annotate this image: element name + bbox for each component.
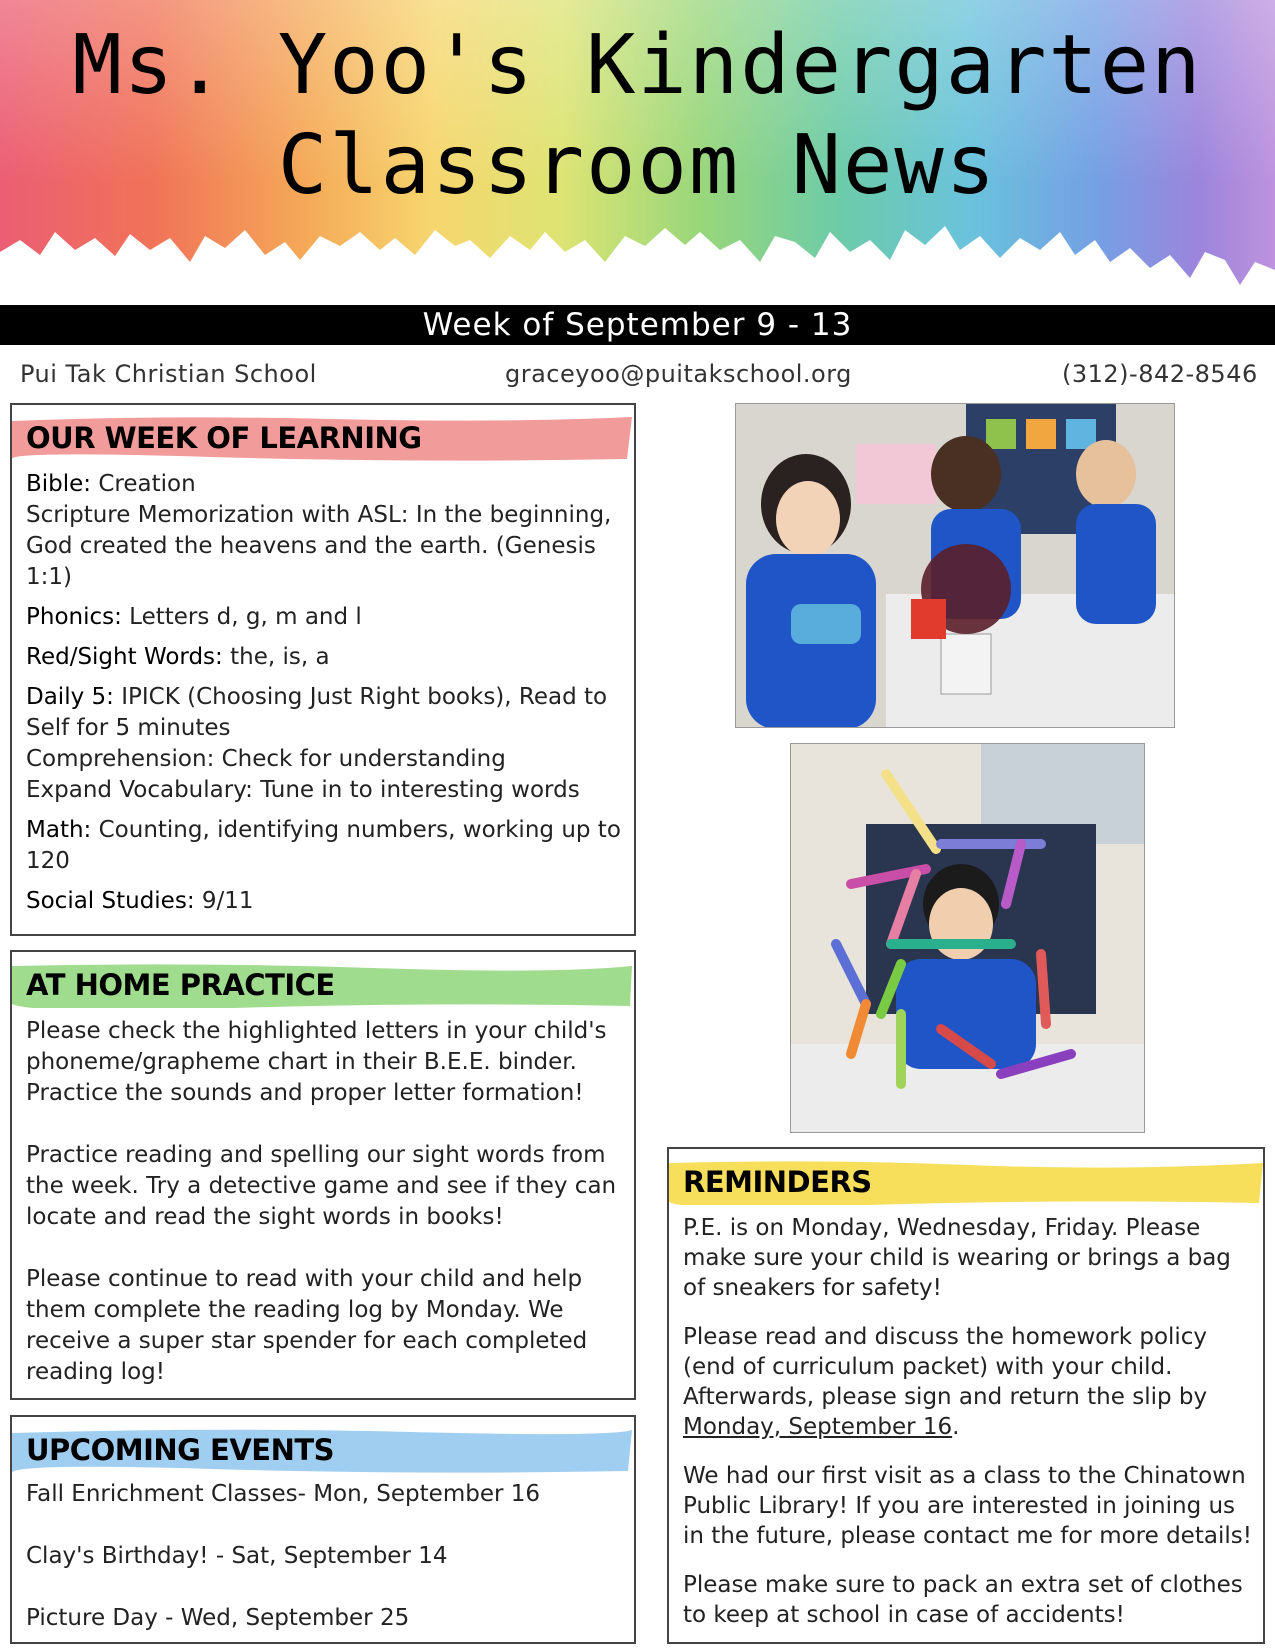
school-name: Pui Tak Christian School: [20, 360, 317, 388]
home-practice-body: [26, 1016, 624, 1397]
event-item: Clay's Birthday! - Sat, September 14: [26, 1543, 448, 1569]
vocabulary-text: Expand Vocabulary: Tune in to interesting words: [26, 777, 580, 803]
newsletter-title-line1: Ms. Yoo's Kindergarten: [72, 18, 1203, 113]
reminder-pe: P.E. is on Monday, Wednesday, Friday. Please make sure your child is wearing or brings a bag of sneakers for safety!: [683, 1215, 1231, 1301]
classroom-photo-sticks: [790, 743, 1145, 1133]
home-practice-title: AT HOME PRACTICE: [26, 968, 335, 1002]
daily5-value: IPICK (Choosing Just Right books), Read to Self for 5 minutes: [26, 684, 608, 741]
upcoming-events-section: [10, 1415, 636, 1644]
learning-title: OUR WEEK OF LEARNING: [26, 421, 422, 455]
scripture-text: Scripture Memorization with ASL: In the beginning, God created the heavens and the earth. (Genesis 1:1): [26, 502, 612, 590]
newsletter-title-line2: Classroom News: [277, 118, 998, 213]
comprehension-text: Comprehension: Check for understanding: [26, 746, 506, 772]
reminder-homework-text: Please read and discuss the homework policy (end of curriculum packet) with your child. Afterwards, please sign and return the slip by: [683, 1324, 1208, 1410]
events-title: UPCOMING EVENTS: [26, 1433, 335, 1467]
reminders-body: [683, 1213, 1253, 1639]
teacher-phone[interactable]: (312)-842-8546: [1062, 360, 1258, 388]
reminder-library: We had our first visit as a class to the Chinatown Public Library! If you are interested in joining us in the future, please contact me for more details!: [683, 1463, 1252, 1549]
bible-label: Bible:: [26, 471, 92, 497]
classroom-photo-plant: [735, 403, 1175, 728]
week-banner: Week of September 9 - 13: [0, 305, 1275, 345]
photo-children-watering-plant: [736, 404, 1175, 728]
social-studies-label: Social Studies:: [26, 888, 195, 914]
reminder-clothes: Please make sure to pack an extra set of clothes to keep at school in case of accidents!: [683, 1572, 1243, 1628]
events-list: [26, 1479, 624, 1634]
social-studies-value: 9/11: [194, 888, 254, 914]
home-paragraph-3: Please continue to read with your child and help them complete the reading log by Monday. We receive a super star spender for each completed reading log!: [26, 1266, 588, 1385]
event-item: Fall Enrichment Classes- Mon, September 16: [26, 1481, 541, 1507]
header-watercolor: [0, 0, 1275, 305]
learning-section: [10, 403, 636, 936]
reminder-homework-date: Monday, September 16: [683, 1414, 953, 1440]
learning-body: [26, 469, 624, 926]
home-paragraph-1: Please check the highlighted letters in your child's phoneme/grapheme chart in their B.E.E. binder. Practice the sounds and proper letter formation!: [26, 1018, 607, 1106]
event-item: Picture Day - Wed, September 25: [26, 1605, 410, 1631]
math-value: Counting, identifying numbers, working up to 120: [26, 817, 621, 874]
daily5-label: Daily 5:: [26, 684, 114, 710]
reminders-title: REMINDERS: [683, 1165, 872, 1199]
sight-words-label: Red/Sight Words:: [26, 644, 223, 670]
bible-value: Creation: [91, 471, 196, 497]
reminder-homework-end: .: [952, 1414, 960, 1440]
photo-child-popsicle-sticks: [791, 744, 1145, 1133]
home-paragraph-2: Practice reading and spelling our sight words from the week. Try a detective game and see if they can locate and read the sight words in books!: [26, 1142, 617, 1230]
sight-words-value: the, is, a: [222, 644, 330, 670]
reminders-section: [667, 1147, 1265, 1644]
teacher-email[interactable]: graceyoo@puitakschool.org: [505, 360, 852, 388]
phonics-label: Phonics:: [26, 604, 122, 630]
phonics-value: Letters d, g, m and l: [121, 604, 362, 630]
math-label: Math:: [26, 817, 92, 843]
reminder-homework-policy: [683, 1322, 1253, 1442]
home-practice-section: [10, 950, 636, 1400]
